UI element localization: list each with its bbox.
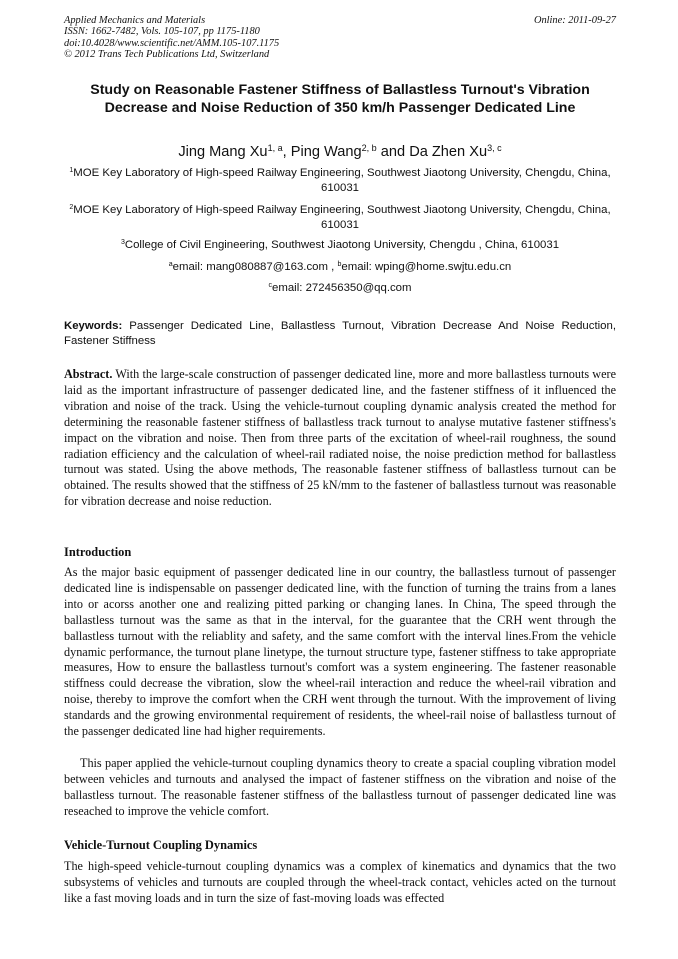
- abstract-text: With the large-scale construction of passenger dedicated line, more and more ballastless turnouts were laid as the important infrastructure of passenger dedicated line, and the fastener stiffness of it influenced the vibration and noise of the track. Using the vehicle-turnout coupling dynamic analysis created the method for determining the reasonable fastener stiffness of ballastless track turnout to analyse mutative fastener stiffness's impact on the vibration and noise. Then from three parts of the excitation of wheel-rail roughness, the sound radiation efficiency and the calculation of wheel-rail radiated noise, the noise prediction method for ballastless turnout was stated. Using the above methods, The reasonable fastener stiffness of ballastless turnout can be obtained. The results showed that the stiffness of 25 kN/mm to the fastener of ballastless turnout was reasonable for vibration decrease and noise reduction.: [64, 367, 616, 509]
- affiliation-text: College of Civil Engineering, Southwest Jiaotong University, Chengdu , China, 610031: [124, 239, 560, 251]
- email-marker: a: [168, 261, 173, 269]
- intro-paragraph-2: This paper applied the vehicle-turnout coupling dynamics theory to create a spacial coupling vibration model between vehicles and turnouts and analysed the impact of fastener stiffness on the vibration and noise of the ballastless turnout. The reasonable fastener stiffness of the ballastless turnout of passenger dedicated line was reseached to improve the vehicle comfort.: [64, 756, 616, 818]
- email-c[interactable]: 272456350@qq.com: [305, 282, 412, 294]
- author-separator: ,: [282, 144, 291, 160]
- issn-line: ISSN: 1662-7482, Vols. 105-107, pp 1175-1180: [64, 26, 260, 38]
- section-heading-coupling-dynamics: Vehicle-Turnout Coupling Dynamics: [64, 838, 258, 852]
- keywords-label: Keywords:: [64, 320, 123, 332]
- abstract: [64, 367, 616, 510]
- section-heading-introduction: Introduction: [64, 545, 132, 559]
- author-name: Ping Wang: [290, 144, 362, 160]
- email-line-c: [64, 281, 616, 296]
- email-prefix: email:: [341, 261, 375, 273]
- keywords: [64, 319, 616, 349]
- intro-paragraph-1: As the major basic equipment of passenger dedicated line in our country, the ballastless turnout of passenger dedicated line is indispensable on passenger dedicated line, with the function of turning the trains from a lanes into or acorss another one and realizing pitted parking or changing lanes. In China, The speed through the ballastless turnout was the same as that in the interval, for the guarantee that the CRH went through the ballastless turnout with the reliablity and safety, and the same comfort with the interval lines.From the vehicle dynamic performance, the turnout plane linetype, the turnout structure type, fastener stiffness to take appropriate measures, How to ensure the ballastless turnout's comfort was a system engineering. The fastener reasonable stiffness could decrease the vibration, slow the wheel-rail interaction and reduce the wheel-rail vibration and noise, thereby to improve the comfort when the CRH went through the turnout. With the improvement of living standards and the growing environmental requirement of residents, the wheel-rail noise of ballastless turnout of the passenger dedicated line had higher requirements.: [64, 565, 616, 739]
- coupling-paragraph-1: The high-speed vehicle-turnout coupling dynamics was a complex of kinematics and dynamics that the two subsystems of vehicles and turnouts are coupled through the wheel-track contact, vehicles acted on the turnout like a fast moving loads and in turn the size of fast-moving loads was effected: [64, 859, 616, 905]
- email-line-ab: [64, 260, 616, 275]
- author-list: [64, 143, 616, 161]
- author-separator: and: [376, 144, 410, 160]
- journal-header: [64, 15, 616, 61]
- affiliation-number: 1: [69, 167, 74, 175]
- email-a[interactable]: mang080887@163.com: [206, 261, 328, 273]
- email-b[interactable]: wping@home.swjtu.edu.cn: [374, 261, 512, 273]
- email-prefix: email:: [272, 282, 306, 294]
- author-superscript: 2, b: [361, 143, 377, 154]
- author-name: Da Zhen Xu: [409, 144, 488, 160]
- copyright-line: © 2012 Trans Tech Publications Ltd, Switzerland: [64, 49, 270, 61]
- email-prefix: email:: [172, 261, 207, 273]
- affiliation-number: 2: [69, 204, 74, 212]
- affiliation-2: [64, 203, 616, 233]
- keywords-text: Passenger Dedicated Line, Ballastless Turnout, Vibration Decrease And Noise Reduction, Fastener Stiffness: [64, 320, 616, 348]
- affiliation-text: MOE Key Laboratory of High-speed Railway Engineering, Southwest Jiaotong University, Chengdu, China, 610031: [73, 204, 611, 232]
- author-superscript: 1, a: [267, 143, 283, 154]
- affiliation-number: 3: [120, 239, 125, 247]
- doi-line: doi:10.4028/www.scientific.net/AMM.105-107.1175: [64, 37, 280, 49]
- journal-name: Applied Mechanics and Materials: [64, 15, 206, 26]
- abstract-label: Abstract.: [64, 367, 113, 381]
- affiliation-1: [64, 166, 616, 196]
- email-marker: b: [337, 261, 342, 269]
- online-date: Online: 2011-09-27: [533, 15, 616, 26]
- paper-title: Study on Reasonable Fastener Stiffness of Ballastless Turnout's Vibration Decrease and Noise Reduction of 350 km/h Passenger Dedicated Line: [90, 82, 590, 116]
- affiliation-text: MOE Key Laboratory of High-speed Railway Engineering, Southwest Jiaotong University, Chengdu, China, 610031: [73, 167, 611, 195]
- email-marker: c: [268, 282, 273, 290]
- email-separator: ,: [327, 261, 338, 273]
- affiliation-3: [64, 238, 616, 253]
- author-superscript: 3, c: [487, 143, 502, 154]
- author-name: Jing Mang Xu: [178, 144, 268, 160]
